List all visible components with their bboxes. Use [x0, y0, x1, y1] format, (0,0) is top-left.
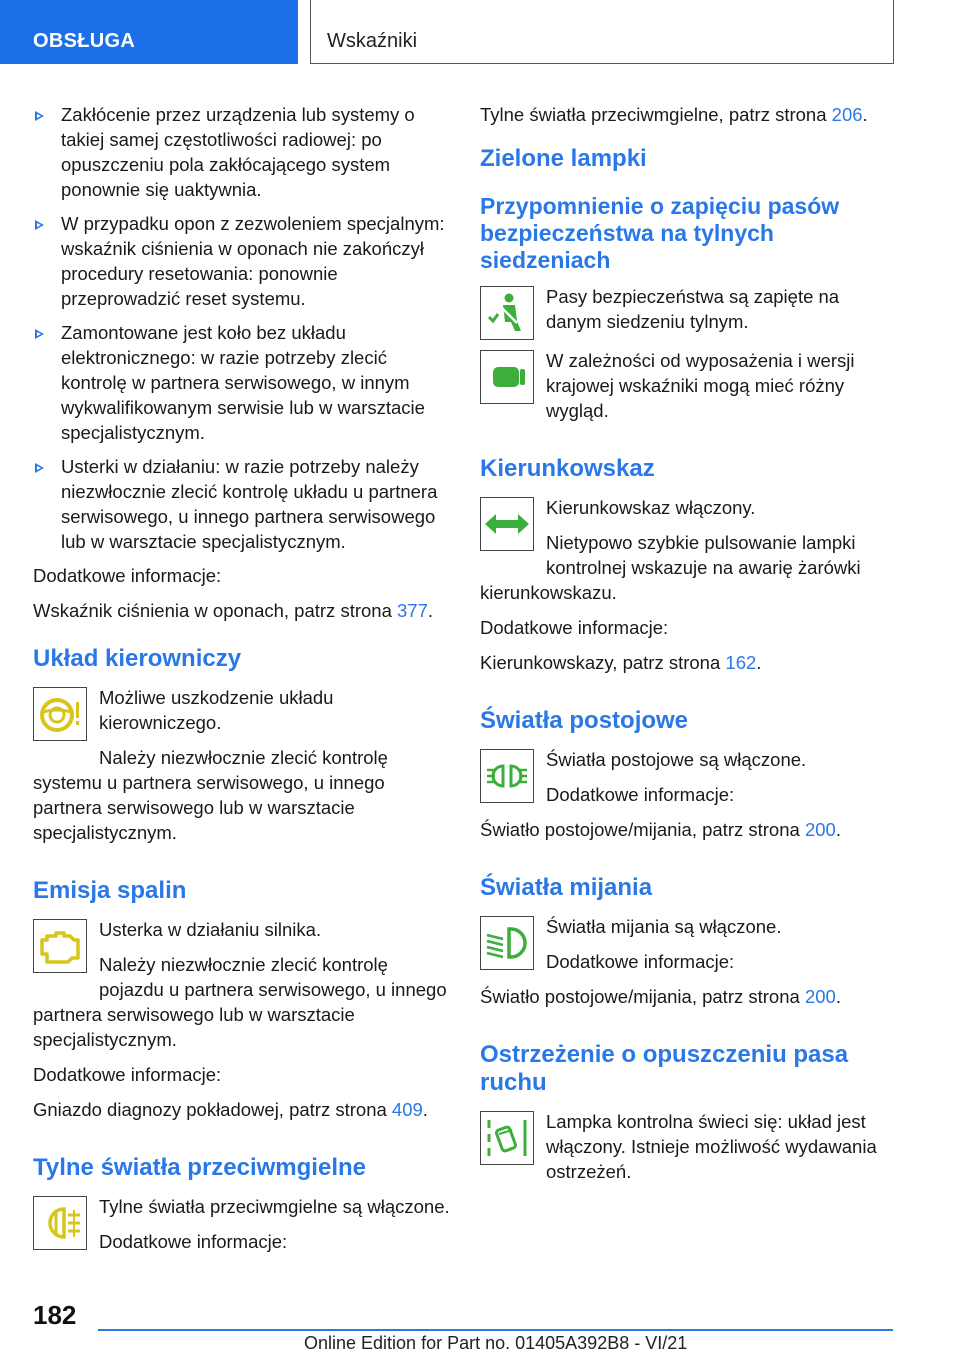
list-item: Usterki w działaniu: w razie potrzeby należy niezwłocznie zlecić kontrolę układu u partnera serwisowego, u innego partnera serwisowego lub w warsztacie specjalistycznym. — [33, 454, 451, 554]
more-info-label: Dodatkowe informacje: — [546, 951, 735, 972]
indicator-box — [480, 497, 534, 551]
triangle-bullet-icon — [35, 463, 44, 473]
reference: Kierunkowskazy, patrz strona 162. — [480, 652, 762, 673]
indicator-box — [480, 916, 534, 970]
page-link[interactable]: 162 — [725, 652, 757, 673]
turn-text-1: Kierunkowskaz włączony. — [546, 497, 756, 518]
section-heading-green-lamps: Zielone lampki — [480, 145, 647, 172]
turn-text-2: Nietypowo szybkie pulsowanie lampki kontrolnej wskazuje na awarię żarówki kierunkowskazu. — [480, 532, 861, 603]
lane-text: Lampka kontrolna świeci się: układ jest włączony. Istnieje możliwość wydawania ostrzeżeń. — [546, 1111, 877, 1182]
section-label: OBSŁUGA — [33, 30, 136, 52]
triangle-bullet-icon — [35, 111, 44, 121]
triangle-bullet-icon — [35, 329, 44, 339]
turn-signal-icon — [481, 498, 533, 550]
chapter-label: Wskaźniki — [327, 30, 418, 52]
seatbelt-icon — [481, 287, 533, 339]
rear-seat-icon — [481, 351, 533, 403]
rear-fog-text: Tylne światła przeciwmgielne są włączone. — [99, 1196, 450, 1217]
right-column — [480, 102, 890, 1194]
steering-warning-icon — [34, 688, 86, 740]
low-beam-text: Światła mijania są włączone. — [546, 916, 782, 937]
lane-departure-icon — [481, 1112, 533, 1164]
left-column — [33, 102, 451, 1264]
subheading-seatbelt: Przypomnienie o zapięciu pasów bezpieczeństwa na tylnych siedzeniach — [480, 193, 840, 273]
bullet-list — [33, 102, 451, 554]
page-link[interactable]: 409 — [391, 1099, 423, 1120]
emission-text-1: Usterka w działaniu silnika. — [99, 919, 322, 940]
section-tab — [0, 0, 298, 64]
more-info-label: Dodatkowe informacje: — [99, 1231, 288, 1252]
indicator-box — [480, 350, 534, 404]
section-heading-emission: Emisja spalin — [33, 877, 187, 904]
page-link[interactable]: 377 — [397, 600, 428, 621]
list-item: Zakłócenie przez urządzenia lub systemy o takiej samej częstotliwości radiowej: po opuszczeniu pola zakłócającego system ponownie się uaktywnia. — [33, 102, 451, 202]
indicator-box — [33, 687, 87, 741]
page-link[interactable]: 206 — [831, 104, 863, 125]
section-heading-parking-lights: Światła postojowe — [480, 707, 689, 734]
more-info-label: Dodatkowe informacje: — [546, 784, 735, 805]
more-info-label: Dodatkowe informacje: — [33, 1064, 222, 1085]
more-info-label: Dodatkowe informacje: — [480, 617, 669, 638]
page-link[interactable]: 200 — [804, 986, 836, 1007]
parking-light-icon — [481, 750, 533, 802]
reference: Światło postojowe/mijania, patrz strona 200. — [480, 986, 841, 1007]
section-heading-rear-fog: Tylne światła przeciwmgielne — [33, 1154, 366, 1181]
indicator-box — [480, 1111, 534, 1165]
list-item: W przypadku opon z zezwoleniem specjalnym: wskaźnik ciśnienia w oponach nie zakończył procedury resetowania: ponownie przeprowadzić reset systemu. — [33, 211, 451, 311]
low-beam-icon — [481, 917, 533, 969]
footer-divider — [98, 1329, 893, 1331]
seatbelt-text-2: W zależności od wyposażenia i wersji krajowej wskaźniki mogą mieć różny wygląd. — [546, 350, 855, 421]
indicator-box — [33, 1196, 87, 1250]
chapter-tab — [310, 0, 894, 64]
footer-edition: Online Edition for Part no. 01405A392B8 - VI/21 — [304, 1333, 688, 1353]
list-item: Zamontowane jest koło bez układu elektronicznego: w razie potrzeby zlecić kontrolę w partnera serwisowego, w innym wykwalifikowanym serwisie lub w warsztacie specjalistycznym. — [33, 320, 451, 445]
section-heading-low-beam: Światła mijania — [480, 874, 653, 901]
parking-text: Światła postojowe są włączone. — [546, 749, 807, 770]
more-info-label: Dodatkowe informacje: — [33, 565, 222, 586]
indicator-box — [480, 749, 534, 803]
seatbelt-text-1: Pasy bezpieczeństwa są zapięte na danym siedzeniu tylnym. — [546, 286, 840, 332]
indicator-box — [33, 919, 87, 973]
reference: Światło postojowe/mijania, patrz strona 200. — [480, 819, 841, 840]
page-number: 182 — [33, 1300, 77, 1330]
reference: Wskaźnik ciśnienia w oponach, patrz strona 377. — [33, 600, 434, 621]
section-heading-turn-signal: Kierunkowskaz — [480, 455, 655, 482]
reference: Tylne światła przeciwmgielne, patrz strona 206. — [480, 104, 868, 125]
reference: Gniazdo diagnozy pokładowej, patrz strona 409. — [33, 1099, 428, 1120]
steering-text-1: Możliwe uszkodzenie układu kierowniczego. — [99, 687, 334, 733]
emission-text-2: Należy niezwłocznie zlecić kontrolę pojazdu u partnera serwisowego, u innego partnera serwisowego lub w warsztacie specjalistycznym. — [33, 954, 447, 1050]
section-heading-steering: Układ kierowniczy — [33, 645, 242, 672]
engine-check-icon — [34, 920, 86, 972]
section-heading-lane-departure: Ostrzeżenie o opuszczeniu pasa ruchu — [480, 1041, 849, 1096]
indicator-box — [480, 286, 534, 340]
steering-text-2: Należy niezwłocznie zlecić kontrolę systemu u partnera serwisowego, u innego partnera serwisowego lub w warsztacie specjalistycznym. — [33, 747, 388, 843]
rear-fog-light-icon — [34, 1197, 86, 1249]
triangle-bullet-icon — [35, 220, 44, 230]
page-link[interactable]: 200 — [804, 819, 836, 840]
